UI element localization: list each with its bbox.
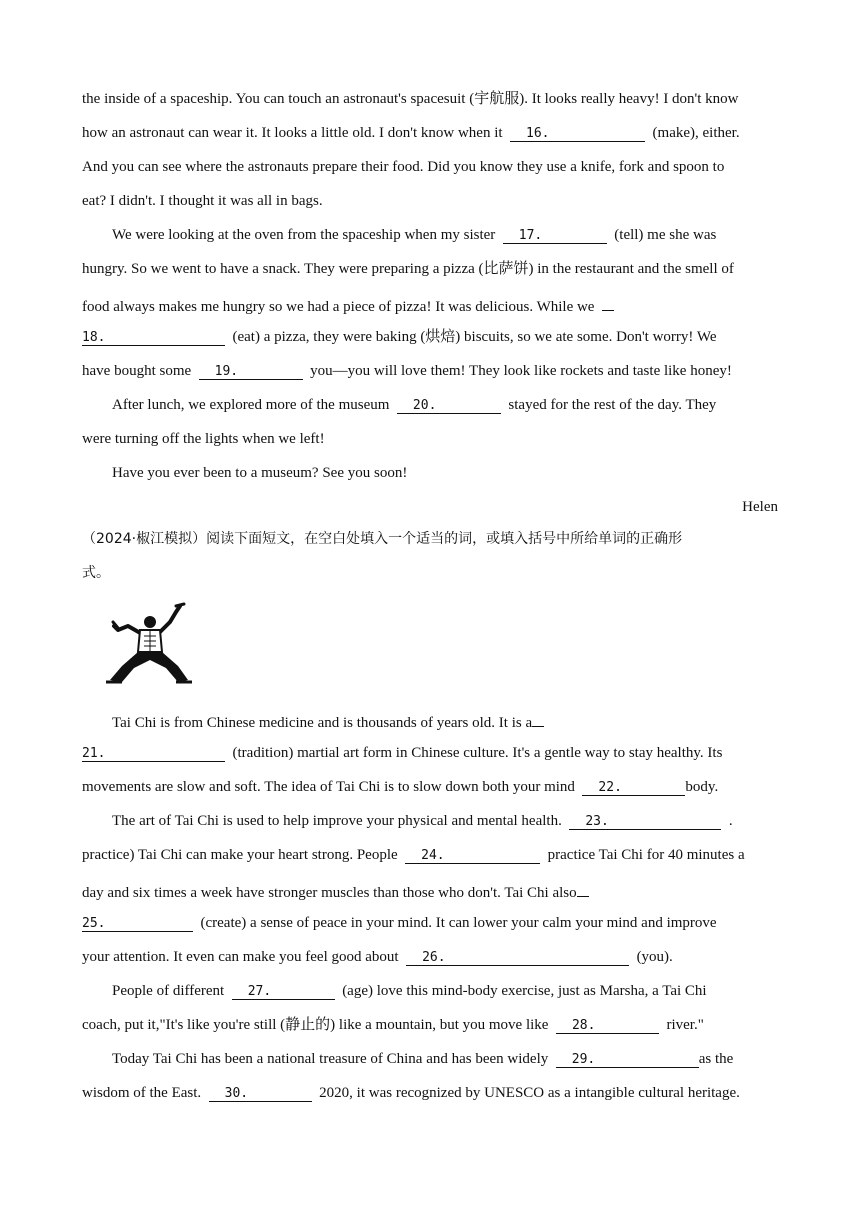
text-line [82,259,782,279]
text-line [82,191,782,211]
text: (tell) me she was [614,227,717,243]
blank-25[interactable]: 25. [82,915,193,932]
text-line [112,1049,812,1069]
text: We were looking at the oven from the spaceship when my sister [112,227,496,243]
text: The art of Tai Chi is used to help improve your physical and mental health. [112,813,562,829]
text-line [82,743,782,763]
signature [742,497,778,517]
text-line [112,463,812,483]
text: movements are slow and soft. The idea of Tai Chi is to slow down both your mind [82,779,575,795]
instruction-line [82,563,782,583]
text-line [82,1015,782,1035]
text: People of different [112,983,225,999]
text: as the [698,1051,734,1067]
tai-chi-figure-icon [104,600,196,686]
instruction-line [82,529,782,549]
text-line [112,811,812,831]
text: (eat) a pizza, they were baking (烘焙) biscuits, so we ate some. Don't worry! We [232,329,717,345]
text: you—you will love them! They look like rockets and taste like honey! [310,363,732,379]
text: Today Tai Chi has been a national treasure of China and has been widely [112,1051,549,1067]
blank-28[interactable]: 28. [556,1017,659,1034]
text: wisdom of the East. [82,1085,202,1101]
text-line [82,123,782,143]
text: 2020, it was recognized by UNESCO as a intangible cultural heritage. [319,1085,740,1101]
blank-21-start[interactable] [532,709,544,727]
text: were turning off the lights when we left! [82,431,325,447]
text: stayed for the rest of the day. They [508,397,717,413]
text: After lunch, we explored more of the museum [112,397,390,413]
text: (tradition) martial art form in Chinese culture. It's a gentle way to stay healthy. Its [232,745,723,761]
text-line [82,361,782,381]
text-line [112,395,812,415]
text: practice Tai Chi for 40 minutes a [547,847,745,863]
text: （2024·椒江模拟）阅读下面短文，在空白处填入一个适当的词，或填入括号中所给单词的正确形 [82,531,683,547]
text: Helen [742,499,778,515]
blank-17[interactable]: 17. [503,227,607,244]
text-line [82,913,782,933]
text: (you). [636,949,673,965]
blank-16[interactable]: 16. [510,125,645,142]
text-line [82,293,782,313]
text: day and six times a week have stronger muscles than those who don't. Tai Chi also [82,885,577,901]
text: the inside of a spaceship. You can touch an astronaut's spacesuit (宇航服). It looks really heavy! I don't know [82,91,739,107]
text: river." [666,1017,704,1033]
blank-20[interactable]: 20. [397,397,501,414]
text-line [112,225,812,245]
blank-30[interactable]: 30. [209,1085,312,1102]
text: your attention. It even can make you feel good about [82,949,399,965]
text: (create) a sense of peace in your mind. It can lower your calm your mind and improve [200,915,717,931]
blank-25-start[interactable] [577,879,589,897]
blank-23[interactable]: 23. [569,813,721,830]
text-line [82,429,782,449]
text: eat? I didn't. I thought it was all in bags. [82,193,323,209]
text: how an astronaut can wear it. It looks a little old. I don't know when it [82,125,503,141]
text-line [82,1083,782,1103]
text-line [82,157,782,177]
blank-22[interactable]: 22. [582,779,685,796]
text: And you can see where the astronauts prepare their food. Did you know they use a knife, fork and spoon to [82,159,725,175]
blank-27[interactable]: 27. [232,983,335,1000]
text: (age) love this mind-body exercise, just as Marsha, a Tai Chi [342,983,707,999]
text-line [112,709,812,729]
text-line [82,89,782,109]
text: coach, put it,"It's like you're still (静止的) like a mountain, but you move like [82,1017,549,1033]
text-line [82,327,782,347]
text: (make), either. [652,125,740,141]
text: hungry. So we went to have a snack. They were preparing a pizza (比萨饼) in the restaurant and the smell of [82,261,734,277]
blank-24[interactable]: 24. [405,847,540,864]
text-line [82,879,782,899]
text-line [82,947,782,967]
blank-29[interactable]: 29. [556,1051,699,1068]
text: body. [685,779,719,795]
text: Tai Chi is from Chinese medicine and is thousands of years old. It is a [112,715,533,731]
text: . [728,813,733,829]
blank-26[interactable]: 26. [406,949,629,966]
blank-18-start[interactable] [602,293,614,311]
text-line [82,845,782,865]
text: 式。 [82,565,110,581]
text: Have you ever been to a museum? See you soon! [112,465,408,481]
blank-18[interactable]: 18. [82,329,225,346]
text: practice) Tai Chi can make your heart strong. People [82,847,398,863]
text-line [112,981,812,1001]
text: have bought some [82,363,192,379]
blank-21[interactable]: 21. [82,745,225,762]
text: food always makes me hungry so we had a piece of pizza! It was delicious. While we [82,299,595,315]
blank-19[interactable]: 19. [199,363,303,380]
text-line [82,777,782,797]
